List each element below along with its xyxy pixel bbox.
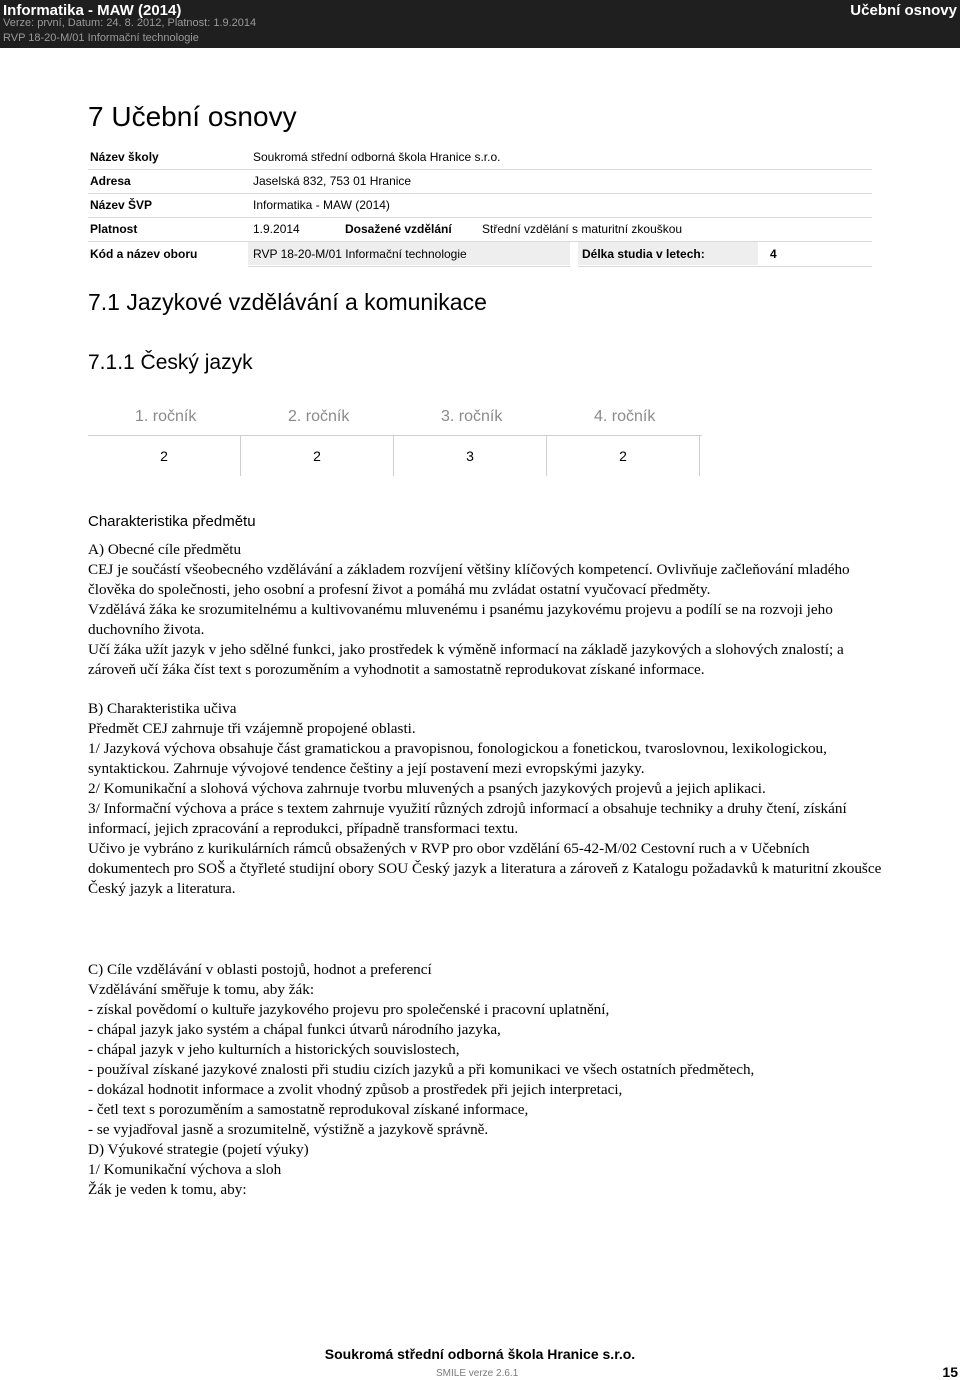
hours-cell-4: 2	[547, 436, 700, 476]
education-label: Dosažené vzdělání	[345, 222, 452, 236]
info-row-validity	[88, 218, 872, 242]
info-row-school	[88, 146, 872, 170]
footer-version: SMILE verze 2.6.1	[436, 1368, 519, 1379]
paragraph-a3: Učí žáka užít jazyk v jeho sdělné funkci, jako prostředek k výměně informací na základě jazykových a slohových znalostí; a zároveň učí žáka číst text s porozuměním a vyhodnotit a samostatně reprodukovat získané informace.	[88, 641, 844, 678]
paragraph-b5: Učivo je vybráno z kurikulárních rámců obsažených v RVP pro obor vzdělání 65-42-M/02 Cestovní ruch a v Učebních dokumentech pro SOŠ a čtyřleté studijní obory SOU Český jazyk a literatura a zároveň z Katalogu požadavků k maturitní zkoušce Český jazyk a literatura.	[88, 840, 882, 897]
section-title: 7 Učební osnovy	[88, 101, 297, 132]
year-header-2: 2. ročník	[288, 408, 350, 425]
list-item: - dokázal hodnotit informace a zvolit vhodný způsob a prostředek při jejich interpretaci,	[88, 1081, 623, 1098]
list-item: - se vyjadřoval jasně a srozumitelně, výstižně a jazykově správně.	[88, 1121, 489, 1138]
section-name: Učební osnovy	[850, 2, 957, 19]
education-value: Střední vzdělání s maturitní zkouškou	[482, 222, 683, 236]
page-header	[0, 0, 960, 48]
page-number: 15	[942, 1364, 958, 1380]
paragraph-b1: Předmět CEJ zahrnuje tři vzájemně propojené oblasti.	[88, 720, 416, 737]
paragraph-a2: Vzdělává žáka ke srozumitelnému a kultivovanému mluvenému i psanému jazykovému projevu a podílí se na rozvoji jeho duchovního života.	[88, 601, 833, 638]
version-line: Verze: první, Datum: 24. 8. 2012, Platnost: 1.9.2014	[3, 17, 257, 29]
paragraph-b3: 2/ Komunikační a slohová výchova zahrnuje tvorbu mluvených a psaných jazykových projevů a jejich aplikaci.	[88, 780, 766, 797]
year-header-4: 4. ročník	[594, 408, 656, 425]
info-row-field	[88, 242, 872, 267]
duration-underline	[578, 266, 872, 267]
paragraph-b4: 3/ Informační výchova a práce s textem zahrnuje využití různých zdrojů informací a obsahuje techniky a druhy čtení, získání informací, jejich zpracování a reprodukci, případně transformaci textu.	[88, 800, 847, 837]
field-label: Kód a název oboru	[90, 247, 198, 261]
subsection-title: 7.1 Jazykové vzdělávání a komunikace	[88, 289, 487, 315]
address-label: Adresa	[90, 174, 131, 188]
list-item: - chápal jazyk jako systém a chápal funkci útvarů národního jazyka,	[88, 1021, 501, 1038]
field-value: RVP 18-20-M/01 Informační technologie	[253, 247, 467, 261]
year-header-3: 3. ročník	[441, 408, 503, 425]
field-value-underline	[248, 266, 570, 267]
svp-value: Informatika - MAW (2014)	[253, 198, 390, 212]
duration-label: Délka studia v letech:	[582, 247, 705, 261]
paragraph-a1: CEJ je součástí všeobecného vzdělávání a základem rozvíjení většiny klíčových kompetencí. Ovlivňuje začleňování mladého člověka do společnosti, jeho osobní a profesní život a pomáhá mu zvládat ostatní vyučovací předměty.	[88, 561, 850, 598]
hours-cell-3: 3	[394, 436, 547, 476]
list-item: - chápal jazyk v jeho kulturních a historických souvislostech,	[88, 1041, 460, 1058]
hours-cell-2: 2	[241, 436, 394, 476]
document-title: Informatika - MAW (2014)	[3, 2, 182, 19]
paragraph-b2: 1/ Jazyková výchova obsahuje část gramatickou a pravopisnou, fonologickou a fonetickou, tvaroslovnou, lexikologickou, syntaktickou. Zahrnuje vývojové tendence češtiny a její postavení mezi evropskými jazyky.	[88, 740, 827, 777]
subject-description	[88, 540, 888, 1200]
info-row-address	[88, 170, 872, 194]
paragraph-c-intro: Vzdělávání směřuje k tomu, aby žák:	[88, 981, 315, 998]
hours-cell-1: 2	[88, 436, 241, 476]
paragraph-b-heading: B) Charakteristika učiva	[88, 700, 237, 717]
hours-table	[88, 435, 702, 476]
address-value: Jaselská 832, 753 01 Hranice	[253, 174, 412, 188]
list-item: - získal povědomí o kultuře jazykového projevu pro společenské i pracovní uplatnění,	[88, 1001, 610, 1018]
duration-value: 4	[770, 247, 777, 261]
validity-label: Platnost	[90, 222, 138, 236]
paragraph-a-heading: A) Obecné cíle předmětu	[88, 541, 242, 558]
school-label: Název školy	[90, 150, 159, 164]
subject-title: 7.1.1 Český jazyk	[88, 351, 253, 374]
paragraph-c-heading: C) Cíle vzdělávání v oblasti postojů, hodnot a preferencí	[88, 961, 432, 978]
info-row-svp	[88, 194, 872, 218]
paragraph-d1: 1/ Komunikační výchova a sloh	[88, 1161, 282, 1178]
characteristics-heading: Charakteristika předmětu	[88, 513, 256, 530]
svp-label: Název ŠVP	[90, 198, 153, 212]
paragraph-d-heading: D) Výukové strategie (pojetí výuky)	[88, 1141, 309, 1158]
school-value: Soukromá střední odborná škola Hranice s.r.o.	[253, 150, 501, 164]
rvp-line: RVP 18-20-M/01 Informační technologie	[3, 32, 199, 44]
footer-school-name: Soukromá střední odborná škola Hranice s.r.o.	[324, 1346, 636, 1362]
validity-value: 1.9.2014	[253, 222, 300, 236]
list-item: - četl text s porozuměním a samostatně reprodukoval získané informace,	[88, 1101, 529, 1118]
list-item: - používal získané jazykové znalosti při studiu cizích jazyků a při komunikaci ve všech ostatních předmětech,	[88, 1061, 755, 1078]
year-header-1: 1. ročník	[135, 408, 197, 425]
paragraph-d2: Žák je veden k tomu, aby:	[88, 1181, 247, 1198]
